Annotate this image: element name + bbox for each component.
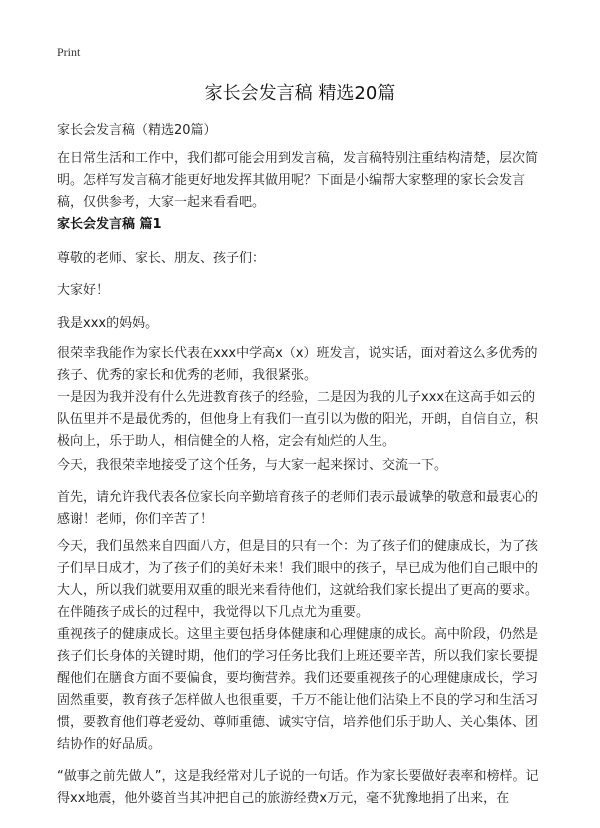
paragraph-4: 很荣幸我能作为家长代表在xxx中学高x（x）班发言，说实话，面对着这么多优秀的孩子、优秀的家长和优秀的老师，我很紧张。 (57, 346, 538, 383)
paragraph-2: 大家好！ (57, 283, 110, 298)
paragraph-1: 尊敬的老师、家长、朋友、孩子们： (57, 251, 266, 266)
paragraph-7: 首先，请允许我代表各位家长向辛勤培育孩子的老师们表示最诚挚的敬意和最衷心的感谢！老师，你们辛苦了！ (57, 490, 539, 527)
print-link[interactable]: Print (57, 45, 81, 59)
paragraph-8: 今天，我们虽然来自四面八方，但是目的只有一个：为了孩子们的健康成长，为了孩子们早日成才，为了孩子们的美好未来！我们眼中的孩子，早已成为他们自己眼中的大人，所以我们就要用双重的眼光来看待他们，这就给我们家长提出了更高的要求。在伴随孩子成长的过程中，我觉得以下几点尤为重要。 (57, 539, 539, 620)
paragraph-3: 我是xxx的妈妈。 (57, 316, 159, 331)
page-title: 家长会发言稿 精选20篇 (204, 83, 396, 104)
section-heading: 家长会发言稿 篇1 (57, 217, 162, 232)
paragraph-5: 一是因为我并没有什么先进教育孩子的经验，二是因为我的儿子xxx在这高手如云的队伍里并不是最优秀的，但他身上有我们一直引以为傲的阳光，开朗，自信自立，积极向上，乐于助人，相信健全的人格，定会有灿烂的人生。 (57, 390, 539, 449)
intro-paragraph: 在日常生活和工作中，我们都可能会用到发言稿，发言稿特别注重结构清楚，层次简明。怎样写发言稿才能更好地发挥其做用呢？下面是小编帮大家整理的家长会发言稿，仅供参考，大家一起来看看吧。 (57, 151, 539, 210)
paragraph-9: 重视孩子的健康成长。这里主要包括身体健康和心理健康的成长。高中阶段，仍然是孩子们长身体的关键时期，他们的学习任务比我们上班还要辛苦，所以我们家长要提醒他们在膳食方面不要偏食，要均衡营养。我们还要重视孩子的心理健康成长，学习固然重要，教育孩子怎样做人也很重要，千万不能让他们沾染上不良的学习和生活习惯，要教育他们尊老爱幼、尊师重德、诚实守信，培养他们乐于助人、关心集体、团结协作的好品质。 (57, 627, 539, 752)
paragraph-6: 今天，我很荣幸地接受了这个任务，与大家一起来探讨、交流一下。 (57, 458, 448, 473)
subtitle: 家长会发言稿（精选20篇） (57, 123, 217, 138)
paragraph-10: “做事之前先做人”，这是我经常对儿子说的一句话。作为家长要做好表率和榜样。记得xx地震，他外婆首当其冲把自己的旅游经费x万元，毫不犹豫地捐了出来，在 (57, 769, 539, 806)
